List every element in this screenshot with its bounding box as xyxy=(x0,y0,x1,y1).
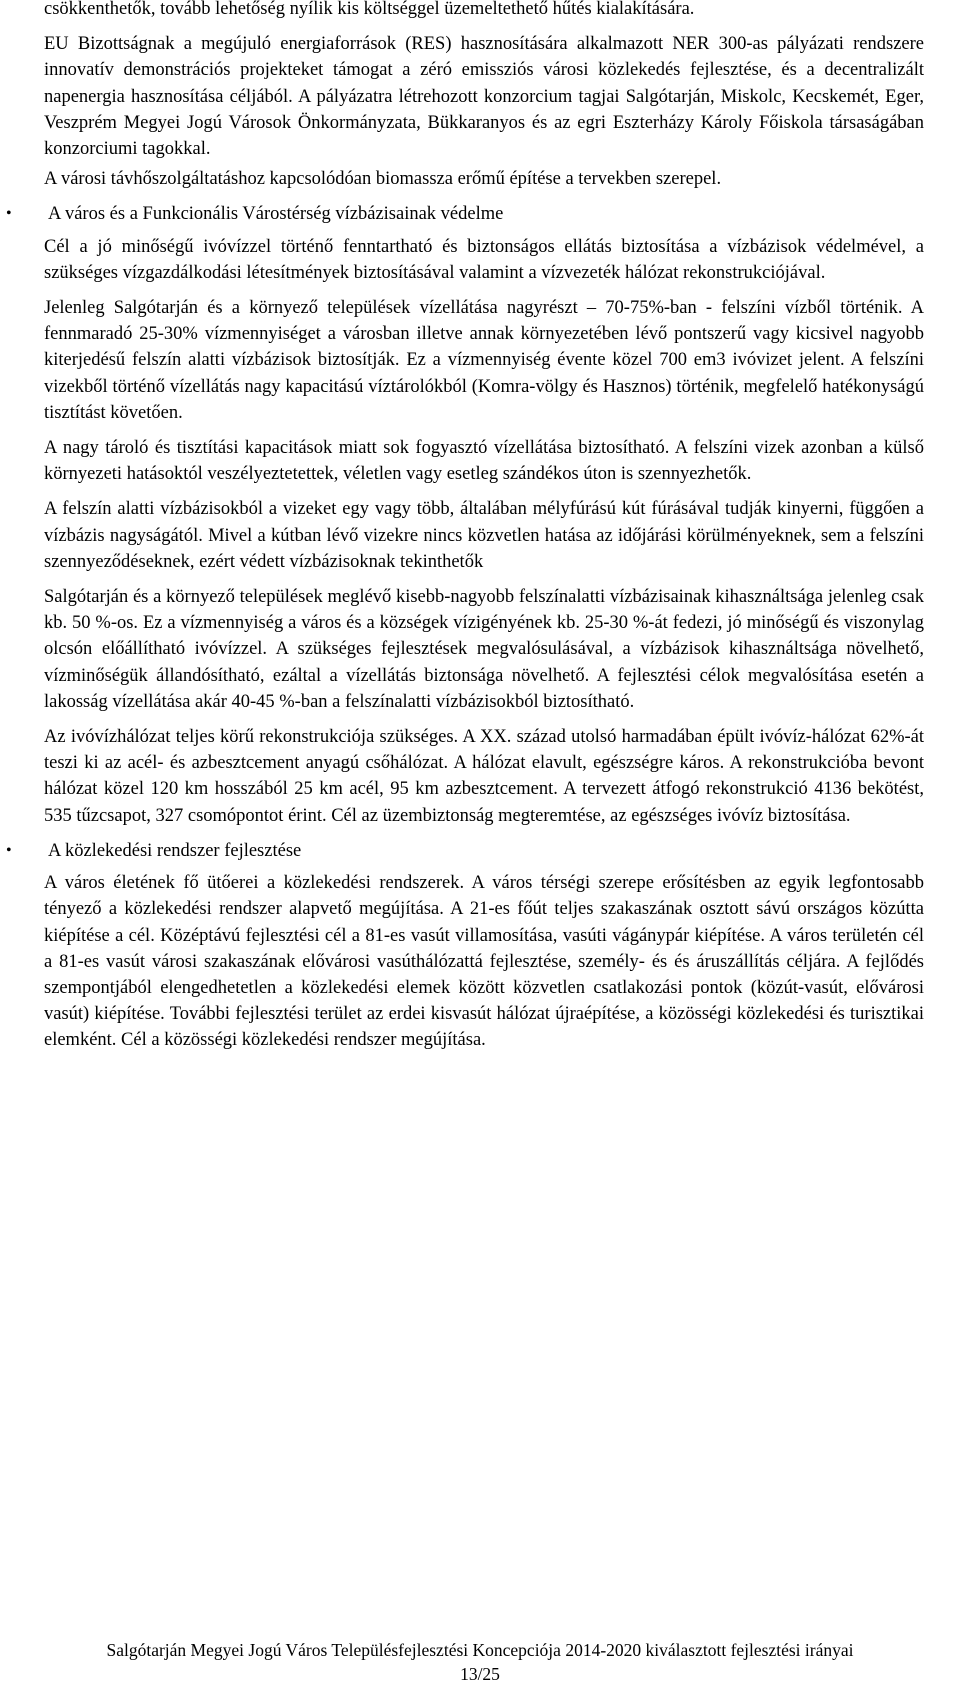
paragraph: Salgótarján és a környező települések meglévő kisebb-nagyobb felszínalatti vízbázisainak kihasználtsága jelenleg csak kb. 50 %-os. Ez a vízmennyiség a város és a községek vízigényének kb. 25-30 %-át fedezi, jó minőségű és viszonylag olcsón előállítható ivóvízzel. A szükséges fejlesztések megvalósulásával, a vízbázisok kihasználtsága növelhető, vízminőségük állandósítható, ezáltal a vízellátás biztonsága növelhető. A fejlesztési célok megvalósítása esetén a lakosság vízellátása akár 40-45 %-ban a felszínalatti vízbázisokból biztosítható. xyxy=(44,587,924,712)
page-footer xyxy=(0,1638,960,1686)
document-body xyxy=(6,0,924,1063)
paragraph: Az ivóvízhálózat teljes körű rekonstrukciója szükséges. A XX. század utolsó harmadában épült ivóvíz-hálózat 62%-át teszi ki az acél- és azbesztcement anyagú csőhálózat. A hálózat elavult, egészségre káros. A rekonstrukcióba bevont hálózat közel 120 km hosszából 25 km acél, 95 km azbesztcement. A tervezett átfogó rekonstrukció 4136 bekötést, 535 tűzcsapot, 327 csomópontot érint. Cél az üzembiztonság megteremtése, az egészséges ivóvíz biztosítása. xyxy=(44,727,924,826)
bullet-item-water-protection xyxy=(6,201,924,227)
page-number: 13/25 xyxy=(460,1664,500,1684)
footer-title: Salgótarján Megyei Jogú Város Településfejlesztési Koncepciója 2014-2020 kiválasztott fejlesztési irányai xyxy=(106,1640,854,1660)
bullet-icon: • xyxy=(6,205,12,223)
paragraph: A nagy tároló és tisztítási kapacitások miatt sok fogyasztó vízellátása biztosítható. A felszíni vizek azonban a külső környezeti hatásoktól veszélyeztetettek, véletlen vagy esetleg szándékos úton is szennyezhetők. xyxy=(44,438,924,485)
paragraph: A felszín alatti vízbázisokból a vizeket egy vagy több, általában mélyfúrású kút fúrásával tudják kinyerni, függően a vízbázis nagyságától. Mivel a kútban lévő vizekre nincs közvetlen hatása az időjárási körülményeknek, sem a felszíni szennyeződéseknek, ezért védett vízbázisoknak tekinthetők xyxy=(44,499,924,572)
paragraph: A városi távhőszolgáltatáshoz kapcsolódóan biomassza erőmű építése a tervekben szerepel. xyxy=(44,169,722,190)
paragraph: Jelenleg Salgótarján és a környező települések vízellátása nagyrészt – 70-75%-ban - felszíni vízből történik. A fennmaradó 25-30% vízmennyiséget a városban illetve annak környezetében lévő pontszerű vagy kicsivel nagyobb kiterjedésű felszín alatti vízbázisok biztosítják. Ez a vízmennyiség évente közel 700 em3 ivóvizet jelent. A felszíni vizekből történő vízellátás nagy kapacitású víztárolókból (Komra-völgy és Hasznos) történik, megfelelő hatékonyságú tisztítást követően. xyxy=(44,298,924,423)
section-heading: A város és a Funkcionális Várostérség vízbázisainak védelme xyxy=(48,204,504,225)
paragraph: Cél a jó minőségű ivóvízzel történő fenntartható és biztonságos ellátás biztosítása a vízbázisok védelmével, a szükséges vízgazdálkodási létesítmények biztosításával valamint a vízvezeték hálózat rekonstrukciójával. xyxy=(44,236,924,283)
bullet-item-transport xyxy=(6,838,924,864)
paragraph: A város életének fő ütőerei a közlekedési rendszerek. A város térségi szerepe erősítésben az egyik legfontosabb tényező a közlekedési rendszer alapvető megújítása. A 21-es főút teljes szakaszának osztott sávú országos közútta kiépítése a cél. Középtávú fejlesztési cél a 81-es vasút villamosítása, vasúti vágánypár kiépítése. A város területén cél a 81-es vasút városi szakaszának elővárosi vasúthálózattá fejlesztése, személy- és és áruszállítás céljára. A fejlődés szempontjából elengedhetetlen a közlekedési elemek között közvetlen csatlakozási pontok (közút-vasút, elővárosi vasút) kiépítése. További fejlesztési terület az erdei kisvasút hálózat újraépítése, a közösségi közlekedési és turisztikai elemként. Cél a közösségi közlekedési rendszer megújítása. xyxy=(44,873,924,1051)
paragraph: EU Bizottságnak a megújuló energiaforrások (RES) hasznosítására alkalmazott NER 300-as pályázati rendszere innovatív demonstrációs projekteket támogat a zéró emissziós városi közlekedés fejlesztése, és a decentralizált napenergia hasznosítása céljából. A pályázatra létrehozott konzorcium tagjai Salgótarján, Miskolc, Kecskemét, Eger, Veszprém Megyei Jogú Városok Önkormányzata, Bükkaranyos és az egri Eszterházy Károly Főiskola társaságában konzorciumi tagokkal. xyxy=(44,34,924,160)
bullet-icon: • xyxy=(6,841,12,859)
paragraph: csökkenthetők, tovább lehetőség nyílik kis költséggel üzemeltethető hűtés kialakítására. xyxy=(44,0,695,19)
section-heading: A közlekedési rendszer fejlesztése xyxy=(48,840,302,861)
